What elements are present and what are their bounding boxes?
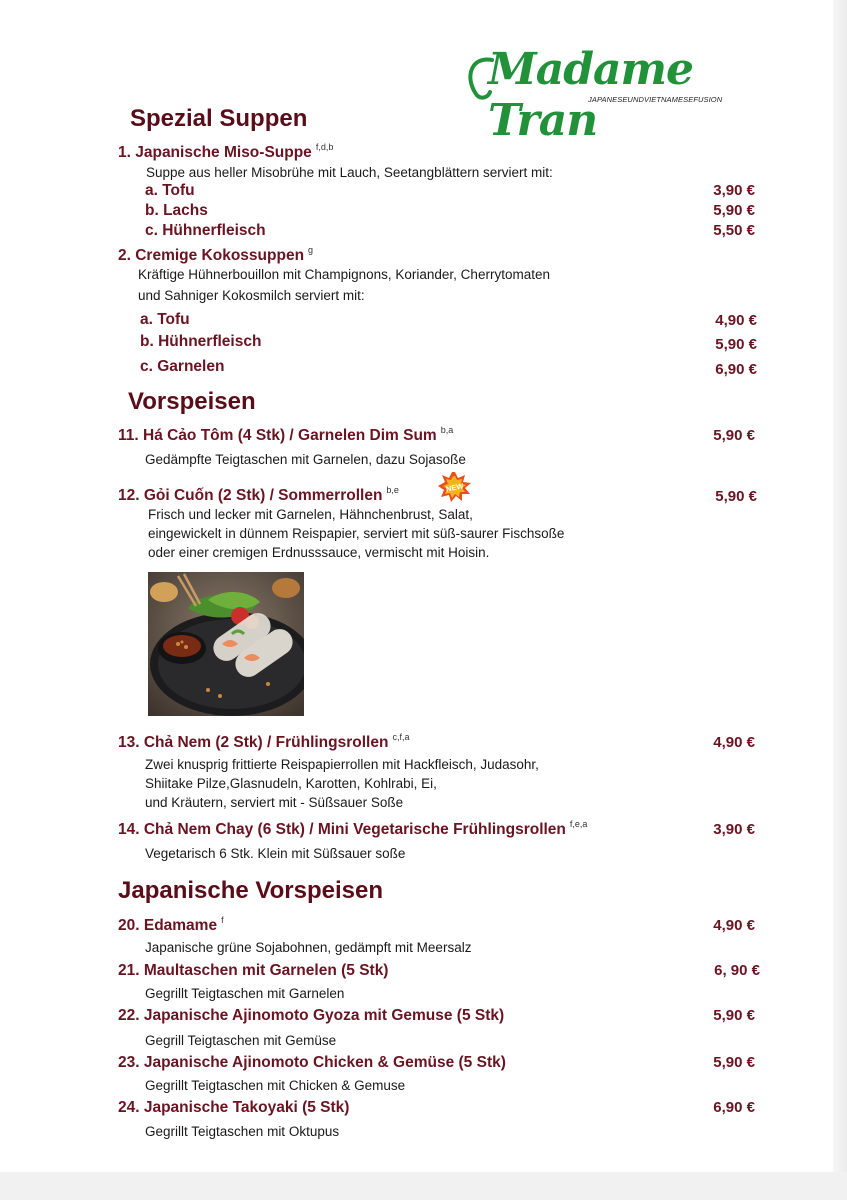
item-title-13 [118,734,409,752]
item-title-20 [118,917,224,935]
item-desc-23: Gegrillt Teigtaschen mit Chicken & Gemuse [145,1078,406,1093]
price-21: 6, 90 € [714,962,760,979]
new-badge-label: NEW [445,481,465,494]
item-title-text: 14. Chả Nem Chay (6 Stk) / Mini Vegetarische Frühlingsrollen [118,821,566,838]
summer-rolls-photo [148,572,304,716]
price-miso-tofu: 3,90 € [713,182,755,199]
price-20: 4,90 € [713,917,755,934]
logo-wordmark: Madame Tran [488,44,694,146]
item-desc-kokos-2: und Sahniger Kokosmilch serviert mit: [138,288,365,303]
item-title-text: 13. Chả Nem (2 Stk) / Frühlingsrollen [118,734,389,751]
price-24: 6,90 € [713,1099,755,1116]
item-desc-20: Japanische grüne Sojabohnen, gedämpft mit Meersalz [145,940,472,955]
allergen-codes: f [221,915,224,925]
item-desc-13-2: Shiitake Pilze,Glasnudeln, Karotten, Kohlrabi, Ei, [145,776,437,791]
item-title-24: 24. Japanische Takoyaki (5 Stk) [118,1099,350,1116]
item-title-text: 20. Edamame [118,917,218,934]
logo-tagline: JAPANESEUNDVIETNAMESEFUSION [588,95,723,104]
summer-rolls-illustration [148,572,304,716]
allergen-codes: g [308,245,314,255]
section-title-suppen: Spezial Suppen [130,105,308,132]
item-title-22: 22. Japanische Ajinomoto Gyoza mit Gemuse (5 Stk) [118,1007,505,1024]
price-miso-huhn: 5,50 € [713,222,755,239]
item-desc-miso: Suppe aus heller Misobrühe mit Lauch, Seetangblättern serviert mit: [146,165,553,180]
section-title-jap-vorspeisen: Japanische Vorspeisen [118,877,384,904]
item-title-kokos [118,247,313,265]
item-desc-12-1: Frisch und lecker mit Garnelen, Hähnchenbrust, Salat, [148,507,473,522]
price-23: 5,90 € [713,1054,755,1071]
allergen-codes: f,e,a [569,819,588,829]
new-starburst-icon [438,472,472,502]
price-12: 5,90 € [715,488,757,505]
item-title-miso [118,144,333,162]
item-title-11 [118,427,453,445]
item-title-14 [118,821,587,839]
price-13: 4,90 € [713,734,755,751]
item-title-text: 2. Cremige Kokossuppen [118,247,305,264]
item-desc-14: Vegetarisch 6 Stk. Klein mit Süßsauer soße [145,846,406,861]
option-miso-tofu: a. Tofu [145,182,195,199]
item-desc-kokos-1: Kräftige Hühnerbouillon mit Champignons, Koriander, Cherrytomaten [138,267,550,282]
option-miso-huhn: c. Hühnerfleisch [145,222,266,239]
price-kokos-garnelen: 6,90 € [715,361,757,378]
price-miso-lachs: 5,90 € [713,202,755,219]
item-desc-13-3: und Kräutern, serviert mit - Süßsauer Soße [145,795,404,810]
allergen-codes: c,f,a [392,732,410,742]
allergen-codes: b,a [440,425,454,435]
item-title-text: 1. Japanische Miso-Suppe [118,144,312,161]
item-desc-24: Gegrillt Teigtaschen mit Oktupus [145,1124,340,1139]
price-14: 3,90 € [713,821,755,838]
item-desc-12-3: oder einer cremigen Erdnusssauce, vermischt mit Hoisin. [148,545,490,560]
option-kokos-tofu: a. Tofu [140,311,190,328]
option-kokos-garnelen: c. Garnelen [140,358,225,375]
page-edge-right [833,0,847,1200]
price-kokos-tofu: 4,90 € [715,312,757,329]
price-11: 5,90 € [713,427,755,444]
restaurant-logo [466,44,751,146]
page-edge-bottom [0,1172,847,1200]
item-title-23: 23. Japanische Ajinomoto Chicken & Gemüse (5 Stk) [118,1054,506,1071]
item-desc-22: Gegrill Teigtaschen mit Gemüse [145,1033,337,1048]
item-title-text: 11. Há Cảo Tôm (4 Stk) / Garnelen Dim Sum [118,427,437,444]
allergen-codes: f,d,b [315,142,334,152]
item-desc-21: Gegrillt Teigtaschen mit Garnelen [145,986,345,1001]
item-title-21: 21. Maultaschen mit Garnelen (5 Stk) [118,962,389,979]
item-desc-12-2: eingewickelt in dünnem Reispapier, serviert mit süß-saurer Fischsoße [148,526,565,541]
price-22: 5,90 € [713,1007,755,1024]
item-desc-13-1: Zwei knusprig frittierte Reispapierrollen mit Hackfleisch, Judasohr, [145,757,539,772]
section-title-vorspeisen: Vorspeisen [128,388,256,415]
option-kokos-huhn: b. Hühnerfleisch [140,333,262,350]
allergen-codes: b,e [386,485,399,495]
item-desc-11: Gedämpfte Teigtaschen mit Garnelen, dazu Sojasoße [145,452,466,467]
option-miso-lachs: b. Lachs [145,202,208,219]
item-title-12 [118,487,399,505]
price-kokos-huhn: 5,90 € [715,336,757,353]
item-title-text: 12. Gỏi Cuốn (2 Stk) / Sommerrollen [118,487,383,504]
